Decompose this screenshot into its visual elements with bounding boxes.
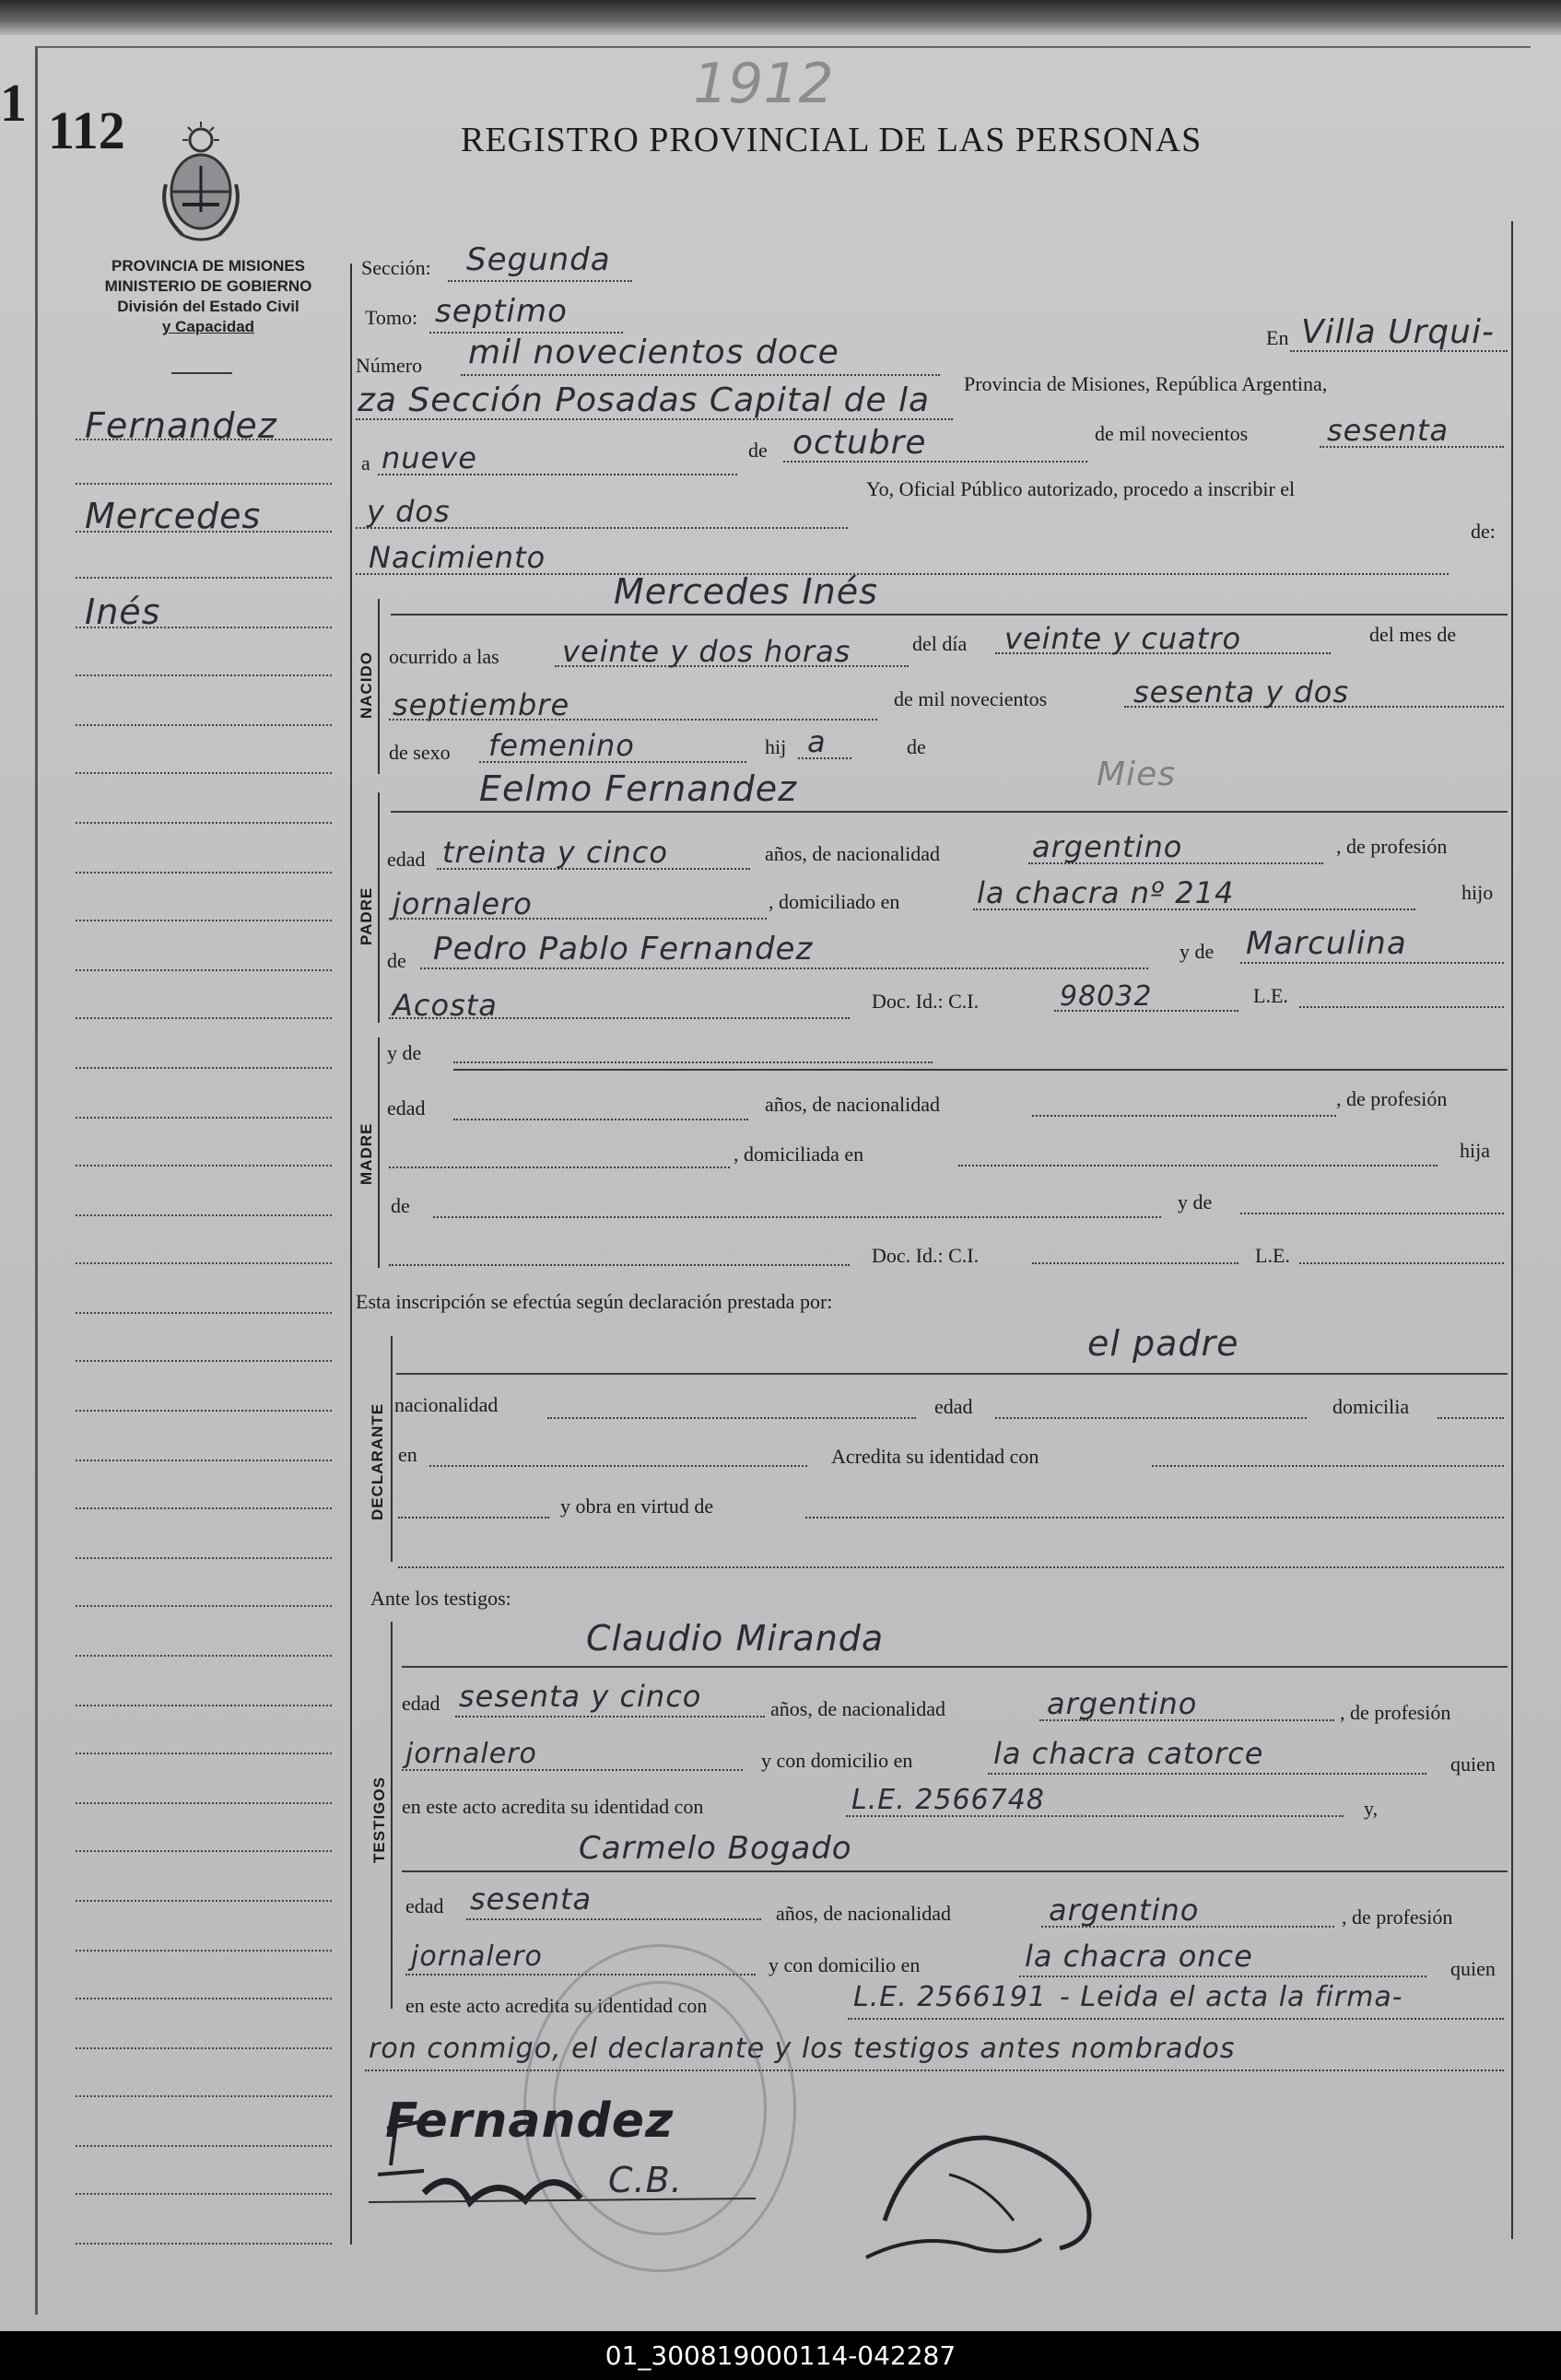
de-label: de: [748, 439, 768, 462]
testigos-label: TESTIGOS: [370, 1776, 388, 1863]
file-id-footer: 01_300819000114-042287: [0, 2331, 1561, 2380]
dotted-line: [1039, 1719, 1334, 1721]
declarante-acredita-label: Acredita su identidad con: [831, 1445, 1039, 1468]
margin-line: [76, 724, 332, 726]
padre-edad-value: treinta y cinco: [442, 835, 668, 870]
nacido-de-label: de: [907, 735, 926, 758]
padre-madre-de-value: Marculina: [1246, 925, 1407, 962]
hij-label: hij: [765, 735, 787, 758]
padre-domicilio-value: la chacra nº 214: [977, 875, 1235, 910]
page-num-left: 1: [0, 73, 27, 133]
madre-doc-label: Doc. Id.: C.I.: [872, 1244, 980, 1267]
numero-label: Número: [356, 354, 423, 377]
nacido-label: NACIDO: [358, 651, 375, 719]
dotted-line: [356, 527, 848, 529]
dotted-line: [389, 719, 877, 721]
t2-edad-label: edad: [405, 1894, 444, 1917]
madre-profesion-label: , de profesión: [1336, 1087, 1448, 1110]
padre-nacionalidad-value: argentino: [1032, 829, 1183, 864]
paper-top-edge: [0, 0, 1561, 35]
margin-line: [76, 2145, 332, 2147]
margin-line: [76, 577, 332, 579]
numero-value: mil novecientos doce: [468, 334, 839, 371]
t2-quien-label: quien: [1450, 1957, 1496, 1980]
dotted-line: [1124, 706, 1504, 708]
madre-edad-label: edad: [387, 1096, 426, 1120]
t2-nacionalidad-value: argentino: [1049, 1893, 1200, 1928]
office-line-2: MINISTERIO DE GOBIERNO: [104, 277, 312, 295]
margin-line: [76, 772, 332, 774]
dotted-line: [848, 2018, 1504, 2020]
margin-line: [76, 1655, 332, 1657]
dotted-line: [1240, 1213, 1504, 1214]
dotted-line: [1028, 862, 1323, 864]
dotted-line: [455, 1716, 765, 1718]
margin-line: [76, 1017, 332, 1019]
declarante-nombre: el padre: [1087, 1323, 1239, 1364]
dotted-line: [1041, 1926, 1334, 1928]
t1-edad-value: sesenta y cinco: [459, 1679, 702, 1714]
declarante-edad-label: edad: [934, 1395, 973, 1418]
dotted-line: [420, 967, 1148, 969]
padre-rule: [378, 792, 380, 1023]
dotted-line: [1054, 1010, 1238, 1012]
dotted-line: [389, 1264, 850, 1266]
dotted-line: [783, 461, 1087, 463]
obra-label: y obra en virtud de: [560, 1495, 714, 1518]
coat-of-arms-icon: [155, 120, 247, 249]
del-dia-label: del día: [912, 632, 968, 655]
padre-label: PADRE: [358, 886, 375, 945]
nacido-nombre: Mercedes Inés: [614, 571, 878, 612]
dotted-line: [429, 1465, 807, 1467]
en-label: En: [1266, 326, 1289, 349]
margin-line: [76, 1850, 332, 1852]
nacido-de-mil-label: de mil novecientos: [894, 687, 1048, 710]
margin-line: [76, 1950, 332, 1952]
margin-line: [76, 872, 332, 873]
office-rule: [171, 372, 232, 374]
margin-line: [76, 1557, 332, 1559]
t1-domicilio-label: y con domicilio en: [761, 1749, 913, 1772]
margin-line: [76, 1312, 332, 1314]
t1-profesion-value: jornalero: [405, 1738, 537, 1770]
ocurrido-label: ocurrido a las: [389, 645, 499, 668]
margin-line: [76, 1705, 332, 1706]
margin-line: [76, 1507, 332, 1509]
anio-value-2: y dos: [367, 494, 451, 529]
dotted-line: [398, 1566, 1504, 1568]
padre-nombre: Eelmo Fernandez: [479, 768, 798, 809]
signature-3-scribble: [829, 2119, 1124, 2267]
dia-value: nueve: [381, 440, 477, 475]
hijo-label: hijo: [1461, 881, 1494, 904]
madre-anios-label: años, de nacionalidad: [765, 1093, 940, 1116]
solid-line: [391, 811, 1508, 813]
seccion-value: Segunda: [466, 241, 611, 278]
margin-line: [76, 2047, 332, 2049]
padre-doc-value: 98032: [1060, 980, 1153, 1013]
margin-line: [76, 2193, 332, 2195]
t1-nacionalidad-value: argentino: [1047, 1686, 1198, 1721]
margin-surname: Fernandez: [85, 405, 277, 446]
nacido-anio-value: sesenta y dos: [1133, 674, 1349, 709]
declarante-intro: Esta inscripción se efectúa según declaración prestada por:: [356, 1290, 833, 1313]
dotted-line: [437, 868, 750, 870]
t1-y-label: y,: [1364, 1797, 1379, 1820]
dotted-line: [461, 374, 940, 376]
office-line-3: División del Estado Civil: [117, 298, 299, 315]
dotted-line: [846, 1815, 1344, 1817]
office-line-1: PROVINCIA DE MISIONES: [111, 257, 305, 275]
de-colon: de:: [1471, 520, 1496, 543]
dotted-line: [356, 573, 1449, 575]
padre-madre-de-value-2: Acosta: [393, 988, 498, 1023]
solid-line: [391, 614, 1508, 616]
t2-domicilio-value: la chacra once: [1025, 1939, 1253, 1974]
hija-label: hija: [1460, 1139, 1490, 1162]
madre-y-de-label: y de: [387, 1041, 422, 1064]
signature-1: Fernandez: [385, 2093, 675, 2149]
dotted-line: [466, 1918, 761, 1920]
dotted-line: [1290, 350, 1508, 352]
t2-profesion-label: , de profesión: [1342, 1905, 1453, 1929]
dotted-line: [1320, 446, 1504, 448]
madre-y-de2-label: y de: [1178, 1190, 1213, 1213]
de-mil-label: de mil novecientos: [1095, 422, 1249, 445]
seccion-label: Sección:: [361, 256, 431, 279]
solid-line: [453, 1069, 1508, 1071]
t1-edad-label: edad: [402, 1692, 440, 1715]
dotted-line: [453, 1061, 933, 1063]
testigo-1-nombre: Claudio Miranda: [586, 1618, 885, 1659]
t2-acredita-label: en este acto acredita su identidad con: [405, 1994, 708, 2017]
padre-de-value: Pedro Pablo Fernandez: [433, 931, 814, 967]
dotted-line: [798, 757, 851, 759]
madre-rule: [378, 1038, 380, 1268]
dotted-line: [389, 1167, 730, 1168]
dotted-line: [958, 1165, 1438, 1167]
margin-line: [76, 1460, 332, 1461]
declarante-label: DECLARANTE: [369, 1402, 386, 1520]
margin-line: [76, 1117, 332, 1119]
signature-2: C.B.: [608, 2160, 683, 2200]
margin-line: [76, 674, 332, 676]
margin-line: [76, 1802, 332, 1804]
dotted-line: [389, 1017, 850, 1019]
del-mes-label: del mes de: [1369, 623, 1457, 646]
margin-line: [76, 1214, 332, 1216]
sexo-value: femenino: [488, 728, 635, 763]
dotted-line: [433, 1216, 1161, 1218]
page-number: 112: [48, 100, 125, 160]
margin-line: [76, 822, 332, 824]
margin-line: [76, 1753, 332, 1754]
right-column-rule: [1511, 221, 1513, 2239]
dotted-line: [555, 665, 909, 667]
t1-doc-value: L.E. 2566748: [851, 1784, 1045, 1816]
nacido-dia-value: veinte y cuatro: [1004, 621, 1242, 656]
declarante-en-label: en: [398, 1443, 417, 1466]
madre-de-label: de: [391, 1194, 410, 1217]
dotted-line: [995, 652, 1331, 654]
padre-margin-note: Mies: [1097, 756, 1176, 793]
margin-line: [76, 969, 332, 971]
margin-line: [76, 1360, 332, 1362]
margin-name-2: Inés: [85, 592, 161, 632]
dotted-line: [1152, 1465, 1504, 1467]
a-label: a: [361, 451, 370, 475]
en-value: Villa Urqui-: [1301, 313, 1495, 351]
dotted-line: [398, 1517, 549, 1518]
t1-anios-label: años, de nacionalidad: [770, 1697, 945, 1720]
padre-edad-label: edad: [387, 848, 426, 871]
dotted-line: [973, 909, 1415, 910]
margin-line: [76, 1262, 332, 1264]
dotted-line: [1032, 1115, 1336, 1117]
margin-line: [76, 1998, 332, 1999]
tomo-value: septimo: [435, 293, 568, 330]
margin-line: [76, 920, 332, 921]
tomo-label: Tomo:: [365, 306, 418, 329]
dotted-line: [547, 1417, 916, 1419]
domicilia-label: domicilia: [1332, 1395, 1410, 1418]
padre-profesion-label: , de profesión: [1336, 835, 1448, 858]
dotted-line: [1019, 1976, 1426, 1977]
t2-profesion-value: jornalero: [411, 1940, 543, 1973]
madre-label: MADRE: [358, 1122, 375, 1185]
signature-scribble: [369, 2110, 756, 2221]
sexo-label: de sexo: [389, 741, 451, 764]
padre-doc-label: Doc. Id.: C.I.: [872, 990, 980, 1013]
closing-line-2: ron conmigo, el declarante y los testigos antes nombrados: [369, 2033, 1236, 2065]
padre-de-label: de: [387, 949, 406, 972]
t2-domicilio-label: y con domicilio en: [769, 1953, 921, 1976]
margin-line: [76, 2095, 332, 2097]
anio-value: sesenta: [1327, 413, 1450, 448]
dotted-line: [356, 418, 953, 420]
t2-anios-label: años, de nacionalidad: [776, 1902, 951, 1925]
testigos-intro: Ante los testigos:: [370, 1587, 511, 1610]
dotted-line: [988, 1773, 1426, 1775]
t2-edad-value: sesenta: [470, 1882, 593, 1917]
main-column-rule: [350, 264, 352, 2245]
domiciliado-label: , domiciliado en: [769, 890, 900, 913]
mes-value: octubre: [792, 424, 927, 462]
closing-line-1: - Leida el acta la firma-: [1060, 1981, 1403, 2013]
provincia-text: Provincia de Misiones, República Argentina,: [964, 372, 1328, 395]
solid-line: [402, 1870, 1508, 1872]
declarante-nacionalidad-label: nacionalidad: [394, 1393, 499, 1416]
dotted-line: [402, 1769, 743, 1771]
dotted-line: [389, 918, 767, 920]
nacido-mes-value: septiembre: [393, 687, 570, 722]
hij-value: a: [807, 724, 827, 759]
dotted-line: [1032, 1262, 1238, 1264]
margin-line: [76, 1410, 332, 1412]
padre-y-de-label: y de: [1180, 940, 1215, 963]
padre-le-label: L.E.: [1253, 984, 1288, 1007]
hora-value: veinte y dos horas: [562, 634, 851, 669]
dotted-line: [479, 761, 746, 763]
dotted-line: [453, 1119, 748, 1120]
dotted-line: [448, 280, 632, 282]
place-value: za Sección Posadas Capital de la: [358, 381, 931, 419]
dotted-line: [1299, 1006, 1504, 1008]
margin-line: [76, 1605, 332, 1607]
padre-profesion-value: jornalero: [393, 886, 533, 921]
page-title: REGISTRO PROVINCIAL DE LAS PERSONAS: [461, 121, 1203, 159]
testigo-2-nombre: Carmelo Bogado: [579, 1830, 852, 1867]
margin-line: [76, 2243, 332, 2245]
madre-le-label: L.E.: [1255, 1244, 1290, 1267]
testigos-rule: [391, 1622, 393, 2009]
nacido-rule: [378, 599, 380, 774]
margin-line: [76, 483, 332, 485]
year-annotation: 1912: [693, 52, 834, 116]
margin-line: [76, 1900, 332, 1902]
solid-line: [396, 1373, 1508, 1375]
t2-doc-value: L.E. 2566191: [853, 1981, 1047, 2013]
t1-acredita-label: en este acto acredita su identidad con: [402, 1795, 704, 1818]
margin-line: [76, 1067, 332, 1069]
padre-anios-label: años, de nacionalidad: [765, 842, 940, 865]
office-line-4: y Capacidad: [161, 318, 255, 335]
margin-line: [76, 1165, 332, 1167]
acto-value: Nacimiento: [369, 540, 546, 575]
t1-domicilio-value: la chacra catorce: [993, 1736, 1264, 1771]
declarante-rule: [391, 1336, 393, 1562]
solid-line: [402, 1666, 1508, 1668]
margin-name-1: Mercedes: [85, 496, 262, 536]
dotted-line: [805, 1517, 1504, 1518]
dotted-line: [378, 474, 737, 475]
dotted-line: [995, 1417, 1307, 1419]
t1-quien-label: quien: [1450, 1753, 1496, 1776]
dotted-line: [1299, 1262, 1504, 1264]
oficial-text: Yo, Oficial Público autorizado, procedo a inscribir el: [866, 477, 1296, 500]
domiciliada-label: , domiciliada en: [734, 1143, 864, 1166]
t1-profesion-label: , de profesión: [1340, 1701, 1451, 1724]
office-block: [87, 256, 330, 337]
dotted-line: [1438, 1417, 1504, 1419]
dotted-line: [1240, 962, 1504, 964]
